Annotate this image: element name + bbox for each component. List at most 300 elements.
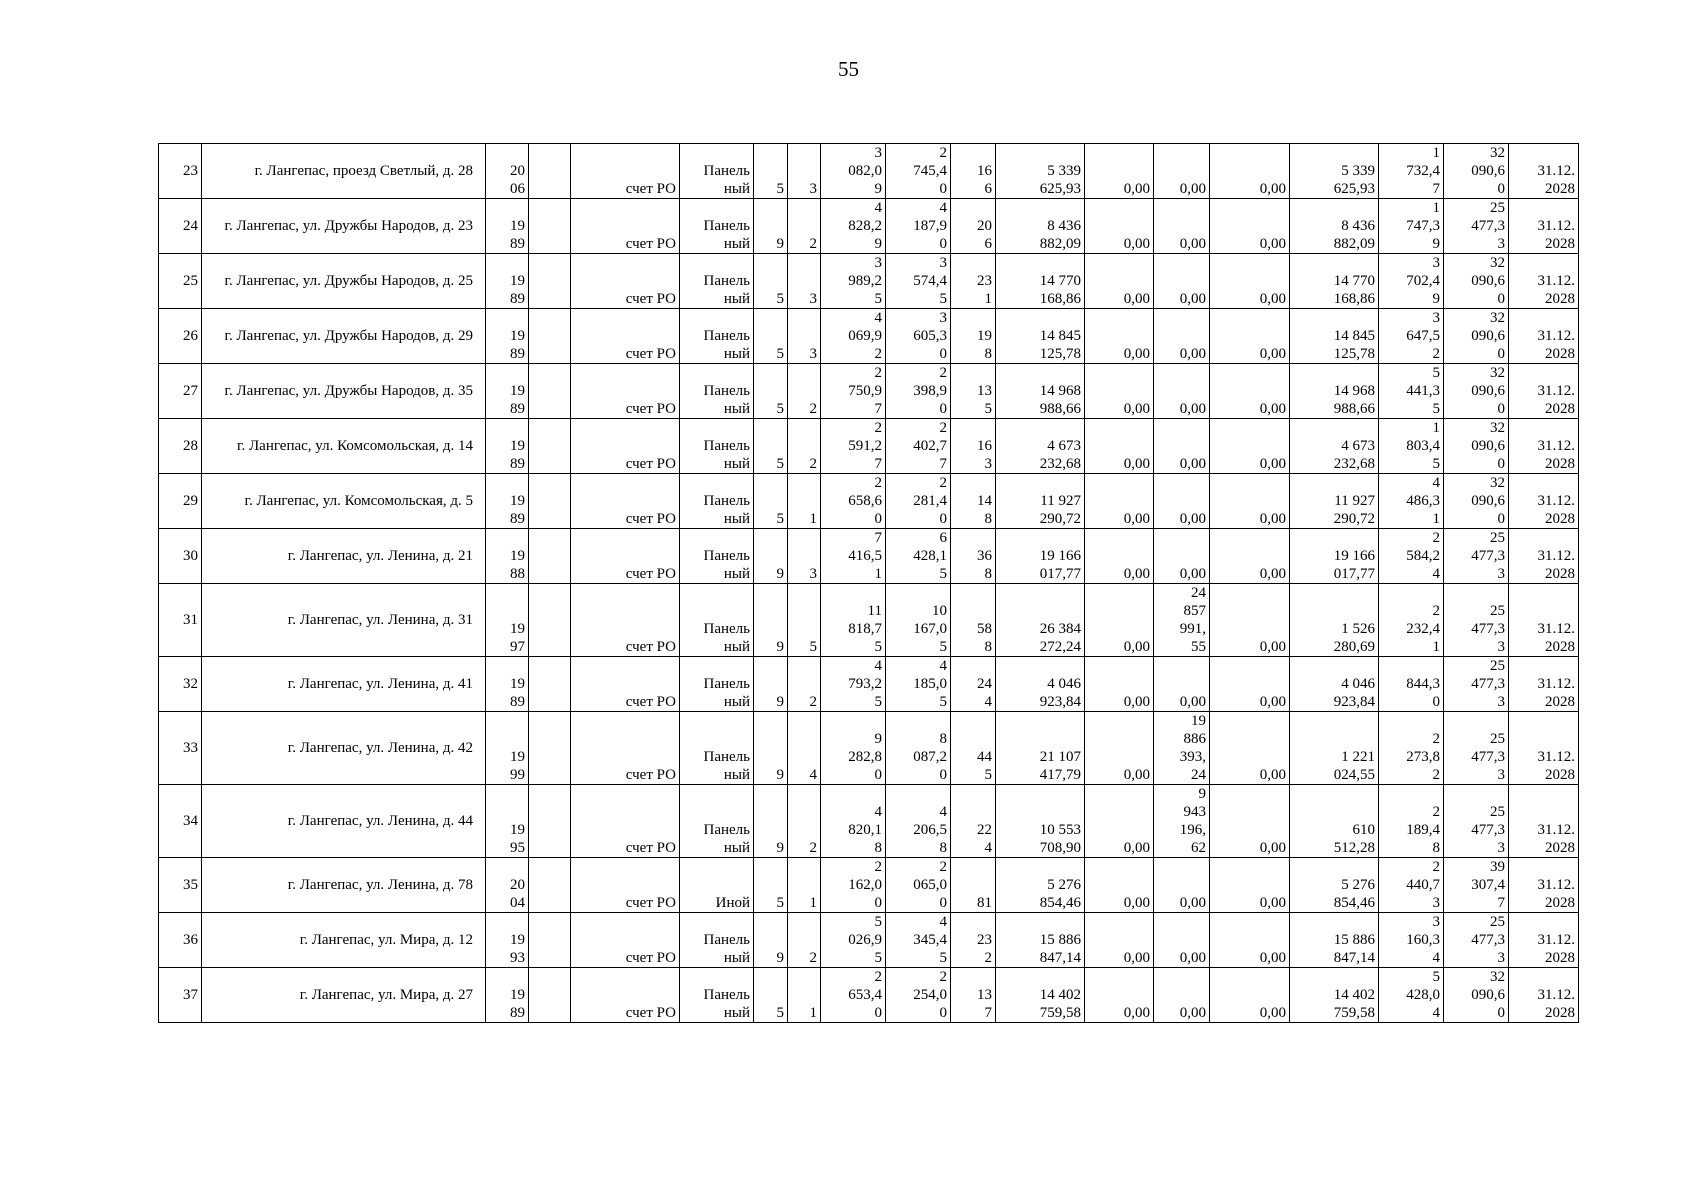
total-area-cell: 4 069,9 2 [821,309,886,364]
limit-cost-cell: 25 477,3 3 [1444,913,1509,968]
fund-method-cell: счет РО [571,529,680,584]
table-row [159,309,1579,364]
funding-2-cell: 0,00 [1154,474,1210,529]
floors-cell: 5 [754,309,788,364]
funding-4-cell: 14 402 759,58 [1290,968,1379,1023]
funding-2-cell: 9 943 196, 62 [1154,785,1210,858]
total-area-cell: 2 658,6 0 [821,474,886,529]
floors-cell: 9 [754,913,788,968]
fund-method-cell: счет РО [571,419,680,474]
funding-2-cell: 0,00 [1154,309,1210,364]
fund-method-cell: счет РО [571,858,680,913]
limit-cost-cell: 32 090,6 0 [1444,254,1509,309]
living-area-cell: 3 574,4 5 [886,254,951,309]
residents-cell: 14 8 [951,474,996,529]
funding-4-cell: 8 436 882,09 [1290,199,1379,254]
floors-cell: 5 [754,419,788,474]
limit-cost-cell: 25 477,3 3 [1444,785,1509,858]
funding-2-cell: 19 886 393, 24 [1154,712,1210,785]
limit-cost-cell: 39 307,4 7 [1444,858,1509,913]
total-cost-cell: 26 384 272,24 [996,584,1085,657]
unit-cost-cell: 3 702,4 9 [1379,254,1444,309]
limit-cost-cell: 32 090,6 0 [1444,419,1509,474]
total-cost-cell: 5 339 625,93 [996,144,1085,199]
total-cost-cell: 11 927 290,72 [996,474,1085,529]
year-cell: 19 89 [486,657,529,712]
empty-cell [529,657,571,712]
wall-material-cell: Панель ный [680,309,754,364]
deadline-cell: 31.12. 2028 [1509,529,1579,584]
year-cell: 19 93 [486,913,529,968]
limit-cost-cell: 32 090,6 0 [1444,144,1509,199]
funding-2-cell: 0,00 [1154,968,1210,1023]
address-cell: г. Лангепас, ул. Комсомольская, д. 14 [202,419,486,474]
funding-1-cell: 0,00 [1085,199,1154,254]
total-area-cell: 11 818,7 5 [821,584,886,657]
total-area-cell: 2 591,2 7 [821,419,886,474]
unit-cost-cell: 844,3 0 [1379,657,1444,712]
row-number: 32 [159,657,202,712]
limit-cost-cell: 32 090,6 0 [1444,474,1509,529]
wall-material-cell: Панель ный [680,529,754,584]
funding-1-cell: 0,00 [1085,712,1154,785]
fund-method-cell: счет РО [571,364,680,419]
living-area-cell: 8 087,2 0 [886,712,951,785]
row-number: 31 [159,584,202,657]
table-row [159,913,1579,968]
funding-4-cell: 610 512,28 [1290,785,1379,858]
deadline-cell: 31.12. 2028 [1509,309,1579,364]
funding-2-cell: 0,00 [1154,364,1210,419]
unit-cost-cell: 1 803,4 5 [1379,419,1444,474]
deadline-cell: 31.12. 2028 [1509,199,1579,254]
unit-cost-cell: 4 486,3 1 [1379,474,1444,529]
funding-3-cell: 0,00 [1210,968,1290,1023]
funding-4-cell: 11 927 290,72 [1290,474,1379,529]
residents-cell: 22 4 [951,785,996,858]
unit-cost-cell: 5 441,3 5 [1379,364,1444,419]
entrances-cell: 2 [788,419,821,474]
empty-cell [529,584,571,657]
address-cell: г. Лангепас, ул. Ленина, д. 44 [202,785,486,858]
funding-3-cell: 0,00 [1210,657,1290,712]
row-number: 33 [159,712,202,785]
table-body [159,144,1579,1023]
total-area-cell: 2 162,0 0 [821,858,886,913]
funding-1-cell: 0,00 [1085,657,1154,712]
funding-4-cell: 4 046 923,84 [1290,657,1379,712]
table-row [159,529,1579,584]
entrances-cell: 2 [788,657,821,712]
wall-material-cell: Панель ный [680,968,754,1023]
address-cell: г. Лангепас, ул. Ленина, д. 31 [202,584,486,657]
limit-cost-cell: 25 477,3 3 [1444,657,1509,712]
empty-cell [529,364,571,419]
total-area-cell: 9 282,8 0 [821,712,886,785]
row-number: 37 [159,968,202,1023]
funding-4-cell: 14 968 988,66 [1290,364,1379,419]
funding-3-cell: 0,00 [1210,529,1290,584]
deadline-cell: 31.12. 2028 [1509,474,1579,529]
floors-cell: 5 [754,144,788,199]
residents-cell: 16 6 [951,144,996,199]
residents-cell: 44 5 [951,712,996,785]
page-number: 55 [838,57,859,81]
entrances-cell: 1 [788,474,821,529]
empty-cell [529,309,571,364]
funding-1-cell: 0,00 [1085,474,1154,529]
year-cell: 19 89 [486,474,529,529]
residents-cell: 24 4 [951,657,996,712]
living-area-cell: 2 398,9 0 [886,364,951,419]
floors-cell: 9 [754,657,788,712]
living-area-cell: 6 428,1 5 [886,529,951,584]
funding-1-cell: 0,00 [1085,858,1154,913]
funding-3-cell: 0,00 [1210,364,1290,419]
total-area-cell: 5 026,9 5 [821,913,886,968]
row-number: 28 [159,419,202,474]
funding-1-cell: 0,00 [1085,309,1154,364]
limit-cost-cell: 32 090,6 0 [1444,309,1509,364]
funding-4-cell: 5 276 854,46 [1290,858,1379,913]
table-row [159,144,1579,199]
year-cell: 19 89 [486,968,529,1023]
fund-method-cell: счет РО [571,144,680,199]
living-area-cell: 2 402,7 7 [886,419,951,474]
total-cost-cell: 14 845 125,78 [996,309,1085,364]
table-row [159,364,1579,419]
table-row [159,584,1579,657]
funding-4-cell: 1 221 024,55 [1290,712,1379,785]
year-cell: 19 88 [486,529,529,584]
floors-cell: 5 [754,364,788,419]
entrances-cell: 4 [788,712,821,785]
funding-1-cell: 0,00 [1085,254,1154,309]
wall-material-cell: Панель ный [680,199,754,254]
empty-cell [529,254,571,309]
living-area-cell: 2 745,4 0 [886,144,951,199]
year-cell: 19 97 [486,584,529,657]
residents-cell: 81 [951,858,996,913]
empty-cell [529,474,571,529]
living-area-cell: 4 185,0 5 [886,657,951,712]
wall-material-cell: Панель ный [680,254,754,309]
funding-3-cell: 0,00 [1210,584,1290,657]
entrances-cell: 2 [788,199,821,254]
funding-2-cell: 0,00 [1154,254,1210,309]
floors-cell: 9 [754,785,788,858]
limit-cost-cell: 25 477,3 3 [1444,199,1509,254]
row-number: 27 [159,364,202,419]
funding-3-cell: 0,00 [1210,199,1290,254]
total-area-cell: 4 793,2 5 [821,657,886,712]
table-row [159,474,1579,529]
wall-material-cell: Панель ный [680,913,754,968]
funding-2-cell: 0,00 [1154,913,1210,968]
wall-material-cell: Панель ный [680,785,754,858]
living-area-cell: 2 281,4 0 [886,474,951,529]
funding-1-cell: 0,00 [1085,584,1154,657]
empty-cell [529,712,571,785]
deadline-cell: 31.12. 2028 [1509,364,1579,419]
funding-1-cell: 0,00 [1085,364,1154,419]
deadline-cell: 31.12. 2028 [1509,712,1579,785]
total-cost-cell: 10 553 708,90 [996,785,1085,858]
fund-method-cell: счет РО [571,309,680,364]
deadline-cell: 31.12. 2028 [1509,858,1579,913]
limit-cost-cell: 25 477,3 3 [1444,712,1509,785]
fund-method-cell: счет РО [571,913,680,968]
empty-cell [529,529,571,584]
funding-4-cell: 5 339 625,93 [1290,144,1379,199]
row-number: 24 [159,199,202,254]
table-row [159,254,1579,309]
funding-1-cell: 0,00 [1085,419,1154,474]
row-number: 36 [159,913,202,968]
total-area-cell: 2 653,4 0 [821,968,886,1023]
unit-cost-cell: 5 428,0 4 [1379,968,1444,1023]
total-cost-cell: 14 968 988,66 [996,364,1085,419]
total-cost-cell: 14 402 759,58 [996,968,1085,1023]
wall-material-cell: Иной [680,858,754,913]
fund-method-cell: счет РО [571,785,680,858]
fund-method-cell: счет РО [571,199,680,254]
residents-cell: 23 1 [951,254,996,309]
total-area-cell: 3 082,0 9 [821,144,886,199]
address-cell: г. Лангепас, ул. Мира, д. 27 [202,968,486,1023]
funding-2-cell: 0,00 [1154,144,1210,199]
funding-4-cell: 19 166 017,77 [1290,529,1379,584]
entrances-cell: 3 [788,254,821,309]
housing-register-table [158,143,1579,1023]
deadline-cell: 31.12. 2028 [1509,968,1579,1023]
living-area-cell: 10 167,0 5 [886,584,951,657]
fund-method-cell: счет РО [571,712,680,785]
total-area-cell: 7 416,5 1 [821,529,886,584]
wall-material-cell: Панель ный [680,474,754,529]
unit-cost-cell: 2 189,4 8 [1379,785,1444,858]
living-area-cell: 2 065,0 0 [886,858,951,913]
row-number: 29 [159,474,202,529]
funding-3-cell: 0,00 [1210,913,1290,968]
funding-2-cell: 0,00 [1154,419,1210,474]
total-area-cell: 4 828,2 9 [821,199,886,254]
entrances-cell: 1 [788,858,821,913]
table-row [159,657,1579,712]
year-cell: 19 95 [486,785,529,858]
empty-cell [529,785,571,858]
unit-cost-cell: 3 160,3 4 [1379,913,1444,968]
residents-cell: 16 3 [951,419,996,474]
funding-2-cell: 0,00 [1154,858,1210,913]
floors-cell: 9 [754,584,788,657]
empty-cell [529,199,571,254]
fund-method-cell: счет РО [571,254,680,309]
row-number: 30 [159,529,202,584]
year-cell: 19 89 [486,254,529,309]
year-cell: 19 89 [486,364,529,419]
living-area-cell: 4 206,5 8 [886,785,951,858]
funding-4-cell: 15 886 847,14 [1290,913,1379,968]
funding-1-cell: 0,00 [1085,529,1154,584]
limit-cost-cell: 25 477,3 3 [1444,584,1509,657]
year-cell: 19 89 [486,309,529,364]
table-row [159,419,1579,474]
floors-cell: 9 [754,712,788,785]
floors-cell: 9 [754,199,788,254]
total-cost-cell: 4 673 232,68 [996,419,1085,474]
entrances-cell: 3 [788,309,821,364]
limit-cost-cell: 32 090,6 0 [1444,364,1509,419]
unit-cost-cell: 3 647,5 2 [1379,309,1444,364]
funding-3-cell: 0,00 [1210,419,1290,474]
fund-method-cell: счет РО [571,584,680,657]
wall-material-cell: Панель ный [680,144,754,199]
unit-cost-cell: 2 273,8 2 [1379,712,1444,785]
total-cost-cell: 4 046 923,84 [996,657,1085,712]
table-row [159,785,1579,858]
deadline-cell: 31.12. 2028 [1509,913,1579,968]
deadline-cell: 31.12. 2028 [1509,657,1579,712]
limit-cost-cell: 32 090,6 0 [1444,968,1509,1023]
empty-cell [529,968,571,1023]
living-area-cell: 2 254,0 0 [886,968,951,1023]
total-cost-cell: 8 436 882,09 [996,199,1085,254]
funding-1-cell: 0,00 [1085,913,1154,968]
deadline-cell: 31.12. 2028 [1509,254,1579,309]
total-cost-cell: 5 276 854,46 [996,858,1085,913]
entrances-cell: 1 [788,968,821,1023]
address-cell: г. Лангепас, ул. Мира, д. 12 [202,913,486,968]
limit-cost-cell: 25 477,3 3 [1444,529,1509,584]
entrances-cell: 2 [788,785,821,858]
living-area-cell: 4 345,4 5 [886,913,951,968]
total-area-cell: 3 989,2 5 [821,254,886,309]
deadline-cell: 31.12. 2028 [1509,419,1579,474]
year-cell: 19 89 [486,199,529,254]
entrances-cell: 2 [788,913,821,968]
year-cell: 20 04 [486,858,529,913]
funding-2-cell: 24 857 991, 55 [1154,584,1210,657]
empty-cell [529,858,571,913]
wall-material-cell: Панель ный [680,657,754,712]
address-cell: г. Лангепас, ул. Дружбы Народов, д. 29 [202,309,486,364]
unit-cost-cell: 1 732,4 7 [1379,144,1444,199]
residents-cell: 19 8 [951,309,996,364]
residents-cell: 20 6 [951,199,996,254]
wall-material-cell: Панель ный [680,584,754,657]
year-cell: 20 06 [486,144,529,199]
address-cell: г. Лангепас, проезд Светлый, д. 28 [202,144,486,199]
floors-cell: 5 [754,968,788,1023]
total-area-cell: 4 820,1 8 [821,785,886,858]
entrances-cell: 2 [788,364,821,419]
address-cell: г. Лангепас, ул. Ленина, д. 21 [202,529,486,584]
deadline-cell: 31.12. 2028 [1509,584,1579,657]
total-area-cell: 2 750,9 7 [821,364,886,419]
funding-1-cell: 0,00 [1085,968,1154,1023]
funding-3-cell: 0,00 [1210,785,1290,858]
empty-cell [529,144,571,199]
row-number: 34 [159,785,202,858]
wall-material-cell: Панель ный [680,419,754,474]
row-number: 26 [159,309,202,364]
total-cost-cell: 19 166 017,77 [996,529,1085,584]
total-cost-cell: 21 107 417,79 [996,712,1085,785]
row-number: 23 [159,144,202,199]
unit-cost-cell: 2 440,7 3 [1379,858,1444,913]
row-number: 35 [159,858,202,913]
funding-3-cell: 0,00 [1210,712,1290,785]
row-number: 25 [159,254,202,309]
fund-method-cell: счет РО [571,474,680,529]
empty-cell [529,419,571,474]
table-row [159,858,1579,913]
address-cell: г. Лангепас, ул. Дружбы Народов, д. 25 [202,254,486,309]
funding-3-cell: 0,00 [1210,144,1290,199]
entrances-cell: 3 [788,529,821,584]
funding-2-cell: 0,00 [1154,529,1210,584]
funding-3-cell: 0,00 [1210,858,1290,913]
floors-cell: 5 [754,474,788,529]
unit-cost-cell: 2 584,2 4 [1379,529,1444,584]
floors-cell: 5 [754,254,788,309]
entrances-cell: 5 [788,584,821,657]
funding-4-cell: 14 845 125,78 [1290,309,1379,364]
residents-cell: 13 7 [951,968,996,1023]
year-cell: 19 99 [486,712,529,785]
year-cell: 19 89 [486,419,529,474]
living-area-cell: 4 187,9 0 [886,199,951,254]
fund-method-cell: счет РО [571,657,680,712]
funding-2-cell: 0,00 [1154,657,1210,712]
deadline-cell: 31.12. 2028 [1509,144,1579,199]
address-cell: г. Лангепас, ул. Дружбы Народов, д. 23 [202,199,486,254]
funding-4-cell: 4 673 232,68 [1290,419,1379,474]
wall-material-cell: Панель ный [680,712,754,785]
residents-cell: 36 8 [951,529,996,584]
unit-cost-cell: 1 747,3 9 [1379,199,1444,254]
funding-1-cell: 0,00 [1085,785,1154,858]
funding-3-cell: 0,00 [1210,474,1290,529]
table-row [159,712,1579,785]
residents-cell: 23 2 [951,913,996,968]
wall-material-cell: Панель ный [680,364,754,419]
funding-3-cell: 0,00 [1210,254,1290,309]
funding-2-cell: 0,00 [1154,199,1210,254]
table-row [159,968,1579,1023]
address-cell: г. Лангепас, ул. Ленина, д. 41 [202,657,486,712]
funding-3-cell: 0,00 [1210,309,1290,364]
residents-cell: 58 8 [951,584,996,657]
entrances-cell: 3 [788,144,821,199]
total-cost-cell: 14 770 168,86 [996,254,1085,309]
address-cell: г. Лангепас, ул. Дружбы Народов, д. 35 [202,364,486,419]
unit-cost-cell: 2 232,4 1 [1379,584,1444,657]
floors-cell: 5 [754,858,788,913]
floors-cell: 9 [754,529,788,584]
table-row [159,199,1579,254]
total-cost-cell: 15 886 847,14 [996,913,1085,968]
residents-cell: 13 5 [951,364,996,419]
funding-4-cell: 1 526 280,69 [1290,584,1379,657]
address-cell: г. Лангепас, ул. Ленина, д. 42 [202,712,486,785]
address-cell: г. Лангепас, ул. Ленина, д. 78 [202,858,486,913]
funding-4-cell: 14 770 168,86 [1290,254,1379,309]
funding-1-cell: 0,00 [1085,144,1154,199]
deadline-cell: 31.12. 2028 [1509,785,1579,858]
living-area-cell: 3 605,3 0 [886,309,951,364]
